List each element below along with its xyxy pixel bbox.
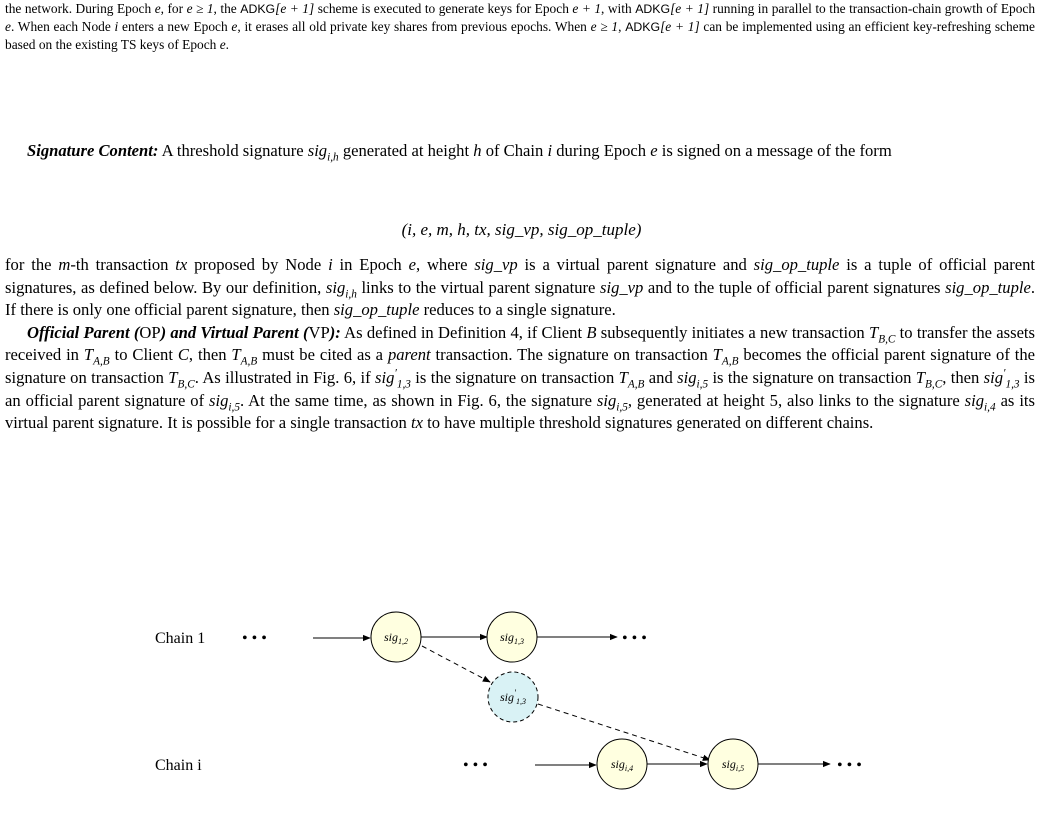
top-paragraph: the network. During Epoch e, for e ≥ 1, the ADKG[e + 1] scheme is executed to generate keys for Epoch e + 1, with ADKG[e + 1] running in parallel to the transaction-chain growth of Epoch e. When each Node i enters a new Epoch e, it erases all old private key shares from previous epochs. When e ≥ 1, ADKG[e + 1] can be implemented using an efficient key-refreshing scheme based on the existing TS keys of Epoch e. [5, 1, 1036, 53]
paragraph-message-definition: for the m-th transaction tx proposed by Node i in Epoch e, where sig_vp is a virtual parent signature and sig_op_tuple is a tuple of official parent signatures, as defined below. By our definition, sig$_{i,h}$ links to the virtual parent signature sig_vp and to the tuple of official parent signatures sig_op_tuple. If there is only one official parent signature, then sig_op_tuple reduces to a single signature. [5, 255, 1036, 320]
chain-i-dots-right: • • • [837, 757, 862, 774]
official-parent-heading: Official Parent (OP) and Virtual Parent (VP): [27, 322, 341, 342]
figure-6-chain-diagram [0, 610, 1043, 820]
node-sig-i-5-label: sig$_{i,5}$ [721, 757, 745, 773]
message-formula: (i, e, m, h, tx, sig_vp, sig_op_tuple) [401, 220, 642, 239]
chain-diagram-svg [0, 610, 1043, 820]
node-sig-1-3-prime-label: sig′$_{1,3}$ [500, 688, 526, 706]
node-sig-1-3-label: sig$_{1,3}$ [499, 630, 525, 646]
chain-1-dots-left: • • • [242, 630, 267, 647]
edge-sig12-to-sig13prime [422, 646, 490, 682]
chain-i-dots-left: • • • [463, 757, 488, 774]
paragraph-official-parent: Official Parent (OP) and Virtual Parent (VP): As defined in Definition 4, if Client B subsequently initiates a new transaction $T_{B,C}$ to transfer the assets received in $T_{A,B}$ to Client C, then $T_{A,B}$ must be cited as a parent transaction. The signature on transaction $T_{A,B}$ becomes the official parent signature of the signature on transaction $T_{B,C}$. As illustrated in Fig. 6, if sig′$_{1,3}$ is the signature on transaction $T_{A,B}$ and sig$_{i,5}$ is the signature on transaction $T_{B,C}$, then sig′$_{1,3}$ is an official parent signature of sig$_{i,5}$. At the same time, as shown in Fig. 6, the signature sig$_{i,5}$, generated at height 5, also links to the signature sig$_{i,4}$ as its virtual parent signature. It is possible for a single transaction tx to have multiple threshold signatures generated on different chains. [5, 322, 1036, 433]
signature-content-heading: Signature Content: [27, 141, 159, 160]
node-sig-i-4-label: sig$_{i,4}$ [610, 757, 634, 773]
chain-1-dots-right: • • • [622, 630, 647, 647]
chain-i-label: Chain i [155, 757, 202, 774]
chain-1-label: Chain 1 [155, 630, 206, 647]
node-sig-1-2-label: sig$_{1,2}$ [383, 630, 409, 646]
signature-content-paragraph: Signature Content: A threshold signature sig$_{i,h}$ generated at height h of Chain i during Epoch e is signed on a message of the form [27, 141, 892, 164]
main-paragraphs [5, 254, 1035, 435]
